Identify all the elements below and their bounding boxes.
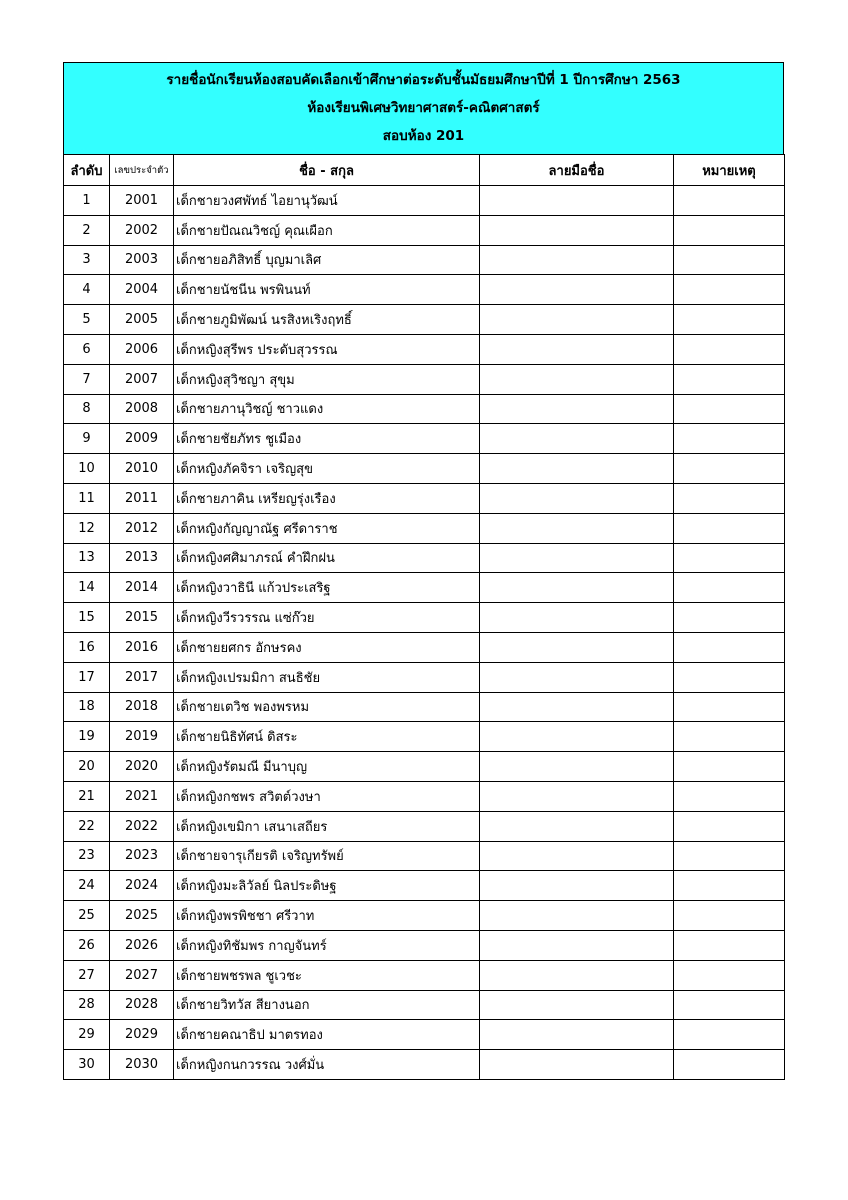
table-row [64, 513, 785, 543]
student-name: เด็กหญิงสุรีพร ประดับสุวรรณ [174, 334, 480, 364]
column-header-no: ลำดับ [64, 155, 110, 186]
signature-cell [480, 1020, 674, 1050]
student-name: เด็กชายคณาธิป มาตรทอง [174, 1020, 480, 1050]
signature-cell [480, 394, 674, 424]
column-header-name: ชื่อ - สกุล [174, 155, 480, 186]
row-number: 17 [64, 662, 110, 692]
table-row [64, 781, 785, 811]
note-cell [674, 930, 785, 960]
signature-cell [480, 245, 674, 275]
student-id: 2026 [110, 930, 174, 960]
row-number: 25 [64, 901, 110, 931]
student-id: 2021 [110, 781, 174, 811]
student-name: เด็กชายวิทวัส สียางนอก [174, 990, 480, 1020]
signature-cell [480, 692, 674, 722]
table-row [64, 275, 785, 305]
program-title: ห้องเรียนพิเศษวิทยาศาสตร์-คณิตศาสตร์ [307, 100, 540, 116]
student-id: 2016 [110, 632, 174, 662]
note-cell [674, 692, 785, 722]
note-cell [674, 960, 785, 990]
note-cell [674, 841, 785, 871]
exam-room-title: สอบห้อง 201 [382, 128, 465, 144]
signature-cell [480, 186, 674, 216]
note-cell [674, 483, 785, 513]
table-row [64, 1050, 785, 1080]
student-name: เด็กหญิงมะลิวัลย์ นิลประดิษฐ [174, 871, 480, 901]
table-row [64, 245, 785, 275]
student-id: 2002 [110, 215, 174, 245]
signature-cell [480, 662, 674, 692]
row-number: 27 [64, 960, 110, 990]
row-number: 3 [64, 245, 110, 275]
table-row [64, 662, 785, 692]
student-id: 2027 [110, 960, 174, 990]
note-cell [674, 811, 785, 841]
student-list-sheet [63, 62, 784, 1080]
signature-cell [480, 215, 674, 245]
row-number: 7 [64, 364, 110, 394]
student-id: 2014 [110, 573, 174, 603]
table-row [64, 573, 785, 603]
student-name: เด็กหญิงวีรวรรณ แซ่ก๊วย [174, 603, 480, 633]
row-number: 28 [64, 990, 110, 1020]
student-id: 2015 [110, 603, 174, 633]
student-id: 2004 [110, 275, 174, 305]
student-name: เด็กชายภานุวิชญ์ ชาวแดง [174, 394, 480, 424]
table-row [64, 752, 785, 782]
student-id: 2017 [110, 662, 174, 692]
row-number: 6 [64, 334, 110, 364]
signature-cell [480, 781, 674, 811]
row-number: 19 [64, 722, 110, 752]
student-id: 2001 [110, 186, 174, 216]
column-header-note: หมายเหตุ [674, 155, 785, 186]
signature-cell [480, 573, 674, 603]
note-cell [674, 1050, 785, 1080]
table-row [64, 424, 785, 454]
note-cell [674, 305, 785, 335]
row-number: 22 [64, 811, 110, 841]
note-cell [674, 215, 785, 245]
note-cell [674, 781, 785, 811]
row-number: 1 [64, 186, 110, 216]
student-name: เด็กชายภาคิน เหรียญรุ่งเรือง [174, 483, 480, 513]
column-header-id: เลขประจำตัว [110, 155, 174, 186]
signature-cell [480, 334, 674, 364]
table-row [64, 334, 785, 364]
table-row [64, 1020, 785, 1050]
note-cell [674, 543, 785, 573]
table-row [64, 454, 785, 484]
row-number: 9 [64, 424, 110, 454]
signature-cell [480, 841, 674, 871]
student-name: เด็กหญิงเปรมมิกา สนธิชัย [174, 662, 480, 692]
note-cell [674, 603, 785, 633]
signature-cell [480, 543, 674, 573]
student-name: เด็กชายปัณณวิชญ์ คุณเผือก [174, 215, 480, 245]
table-row [64, 930, 785, 960]
student-name: เด็กหญิงสุวิชญา สุขุม [174, 364, 480, 394]
table-row [64, 603, 785, 633]
row-number: 8 [64, 394, 110, 424]
row-number: 14 [64, 573, 110, 603]
table-row [64, 186, 785, 216]
student-name: เด็กชายอภิสิทธิ์ บุญมาเลิศ [174, 245, 480, 275]
student-id: 2028 [110, 990, 174, 1020]
student-id: 2023 [110, 841, 174, 871]
row-number: 20 [64, 752, 110, 782]
table-row [64, 960, 785, 990]
signature-cell [480, 1050, 674, 1080]
note-cell [674, 632, 785, 662]
table-row [64, 394, 785, 424]
row-number: 29 [64, 1020, 110, 1050]
student-id: 2011 [110, 483, 174, 513]
row-number: 21 [64, 781, 110, 811]
student-name: เด็กหญิงกชพร สวิตต์วงษา [174, 781, 480, 811]
student-name: เด็กหญิงรัตมณี มีนาบุญ [174, 752, 480, 782]
student-name: เด็กชายยศกร อักษรคง [174, 632, 480, 662]
student-id: 2012 [110, 513, 174, 543]
signature-cell [480, 871, 674, 901]
student-id: 2010 [110, 454, 174, 484]
student-name: เด็กหญิงภัคจิรา เจริญสุข [174, 454, 480, 484]
table-row [64, 901, 785, 931]
table-row [64, 692, 785, 722]
document-header [63, 62, 784, 154]
student-name: เด็กชายชัยภัทร ชูเมือง [174, 424, 480, 454]
signature-cell [480, 305, 674, 335]
note-cell [674, 752, 785, 782]
student-id: 2030 [110, 1050, 174, 1080]
student-id: 2003 [110, 245, 174, 275]
table-row [64, 722, 785, 752]
student-name: เด็กชายภูมิพัฒน์ นรสิงหเริงฤทธิ์ [174, 305, 480, 335]
row-number: 11 [64, 483, 110, 513]
student-id: 2024 [110, 871, 174, 901]
table-row [64, 841, 785, 871]
signature-cell [480, 811, 674, 841]
row-number: 10 [64, 454, 110, 484]
note-cell [674, 871, 785, 901]
student-name: เด็กหญิงทิชัมพร กาญจันทร์ [174, 930, 480, 960]
student-name: เด็กหญิงศศิมาภรณ์ คำฝึกฝน [174, 543, 480, 573]
student-id: 2019 [110, 722, 174, 752]
column-header-signature: ลายมือชื่อ [480, 155, 674, 186]
student-id: 2006 [110, 334, 174, 364]
table-row [64, 632, 785, 662]
signature-cell [480, 722, 674, 752]
signature-cell [480, 960, 674, 990]
student-name: เด็กหญิงพรพิชชา ศรีวาท [174, 901, 480, 931]
table-row [64, 215, 785, 245]
signature-cell [480, 632, 674, 662]
row-number: 24 [64, 871, 110, 901]
row-number: 23 [64, 841, 110, 871]
student-name: เด็กหญิงเขมิกา เสนาเสถียร [174, 811, 480, 841]
signature-cell [480, 364, 674, 394]
table-row [64, 483, 785, 513]
row-number: 30 [64, 1050, 110, 1080]
signature-cell [480, 603, 674, 633]
student-name: เด็กหญิงกัญญาณัฐ ศรีดาราช [174, 513, 480, 543]
row-number: 12 [64, 513, 110, 543]
signature-cell [480, 483, 674, 513]
signature-cell [480, 752, 674, 782]
note-cell [674, 245, 785, 275]
student-id: 2025 [110, 901, 174, 931]
note-cell [674, 334, 785, 364]
row-number: 16 [64, 632, 110, 662]
row-number: 15 [64, 603, 110, 633]
table-row [64, 811, 785, 841]
student-name: เด็กชายนัชนีน พรพินนท์ [174, 275, 480, 305]
note-cell [674, 1020, 785, 1050]
signature-cell [480, 990, 674, 1020]
student-id: 2008 [110, 394, 174, 424]
row-number: 5 [64, 305, 110, 335]
note-cell [674, 901, 785, 931]
note-cell [674, 513, 785, 543]
note-cell [674, 454, 785, 484]
student-name: เด็กหญิงวาธินี แก้วประเสริฐ [174, 573, 480, 603]
student-id: 2007 [110, 364, 174, 394]
student-id: 2029 [110, 1020, 174, 1050]
signature-cell [480, 454, 674, 484]
note-cell [674, 394, 785, 424]
student-id: 2022 [110, 811, 174, 841]
table-row [64, 871, 785, 901]
signature-cell [480, 275, 674, 305]
signature-cell [480, 424, 674, 454]
note-cell [674, 424, 785, 454]
table-row [64, 364, 785, 394]
student-name: เด็กชายพชรพล ชูเวชะ [174, 960, 480, 990]
student-name: เด็กชายวงศพัทธ์ ไอยานุวัฒน์ [174, 186, 480, 216]
row-number: 2 [64, 215, 110, 245]
student-id: 2020 [110, 752, 174, 782]
note-cell [674, 722, 785, 752]
student-id: 2009 [110, 424, 174, 454]
student-id: 2018 [110, 692, 174, 722]
student-id: 2013 [110, 543, 174, 573]
document-title: รายชื่อนักเรียนห้องสอบคัดเลือกเข้าศึกษาต่อระดับชั้นมัธยมศึกษาปีที่ 1 ปีการศึกษา 2563 [166, 72, 681, 88]
signature-cell [480, 901, 674, 931]
table-header-row [64, 155, 785, 186]
row-number: 18 [64, 692, 110, 722]
row-number: 26 [64, 930, 110, 960]
note-cell [674, 662, 785, 692]
student-name: เด็กหญิงกนกวรรณ วงศ์มั่น [174, 1050, 480, 1080]
student-name: เด็กชายจารุเกียรติ เจริญทรัพย์ [174, 841, 480, 871]
note-cell [674, 990, 785, 1020]
note-cell [674, 275, 785, 305]
student-name: เด็กชายเตวิช พองพรหม [174, 692, 480, 722]
table-row [64, 990, 785, 1020]
note-cell [674, 573, 785, 603]
student-table [63, 154, 785, 1080]
note-cell [674, 364, 785, 394]
student-name: เด็กชายนิธิทัศน์ ดิสระ [174, 722, 480, 752]
table-row [64, 543, 785, 573]
table-row [64, 305, 785, 335]
row-number: 4 [64, 275, 110, 305]
note-cell [674, 186, 785, 216]
student-id: 2005 [110, 305, 174, 335]
row-number: 13 [64, 543, 110, 573]
signature-cell [480, 513, 674, 543]
table-body [64, 186, 785, 1080]
signature-cell [480, 930, 674, 960]
